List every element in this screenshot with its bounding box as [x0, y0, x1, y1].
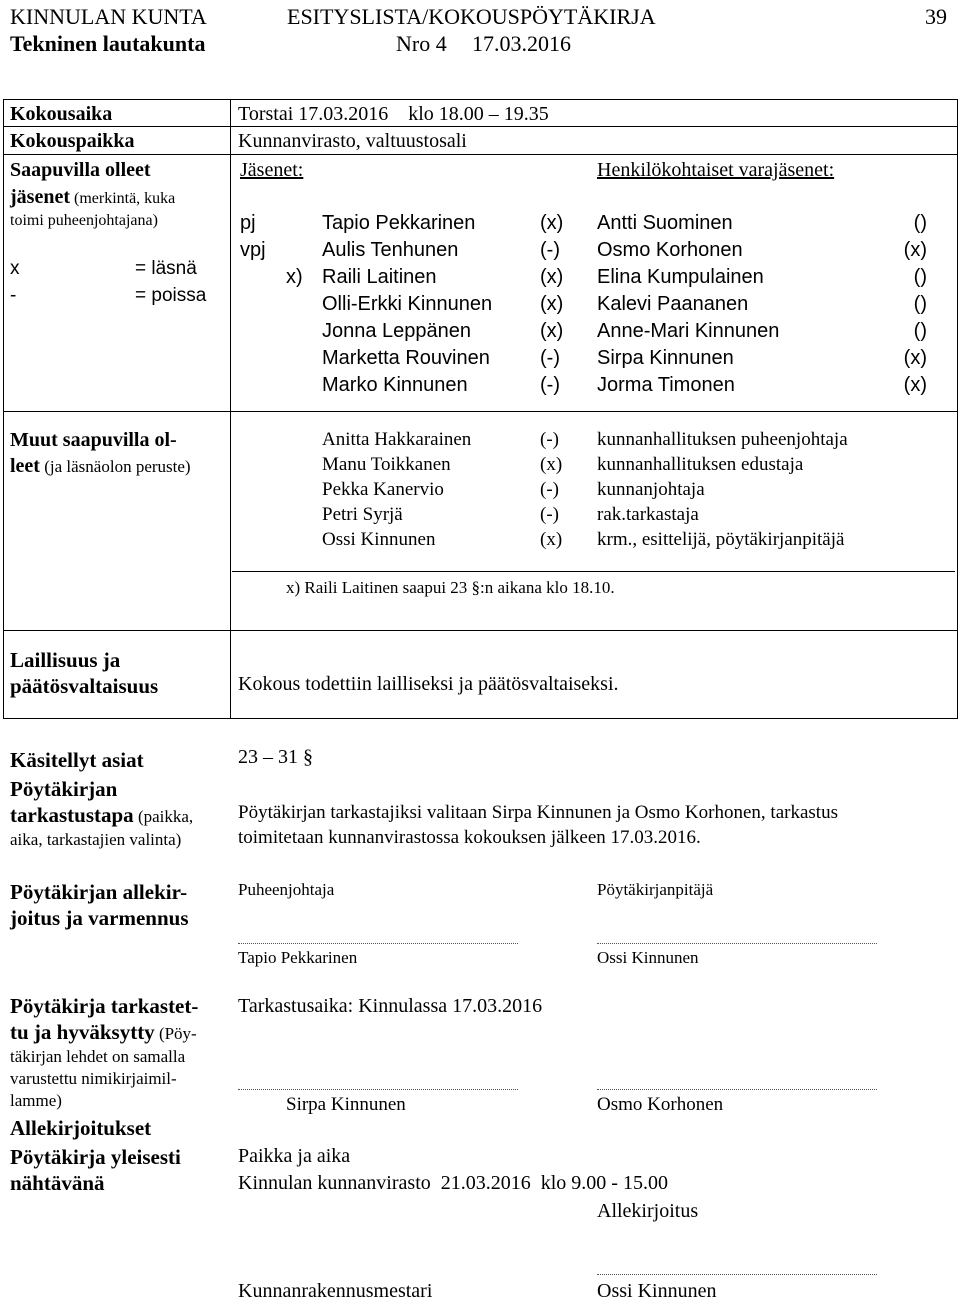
- member-status: (x): [540, 266, 564, 288]
- municipality-name: KINNULAN KUNTA: [10, 4, 207, 29]
- member-name: Tapio Pekkarinen: [322, 212, 476, 234]
- deputy-status: (): [913, 266, 927, 288]
- legality-label-line2: päätösvaltaisuus: [10, 674, 159, 698]
- reviewer1-name: Sirpa Kinnunen: [286, 1094, 406, 1115]
- member-name: Raili Laitinen: [322, 266, 437, 288]
- attendance-label-line3: toimi puheenjohtajana): [10, 212, 158, 229]
- verification-label-line4: varustettu nimikirjaimil-: [10, 1069, 177, 1088]
- chair-name: Tapio Pekkarinen: [238, 948, 358, 967]
- member-status: (x): [540, 320, 564, 342]
- chair-title: Puheenjohtaja: [238, 880, 335, 899]
- member-name: Aulis Tenhunen: [322, 239, 459, 261]
- member-role: pj: [240, 212, 256, 234]
- handled-label: Käsitellyt asiat: [10, 748, 144, 772]
- signer-signature-line: [597, 1274, 877, 1275]
- signature-label-line1: Pöytäkirjan allekir-: [10, 880, 188, 904]
- deputy-name: Jorma Timonen: [597, 374, 735, 396]
- member-status: (x): [540, 293, 564, 315]
- member-status: (x): [540, 212, 564, 234]
- deputy-status: (): [913, 212, 927, 234]
- signature-label-line2: joitus ja varmennus: [10, 906, 189, 930]
- meeting-time-value: Torstai 17.03.2016 klo 18.00 – 19.35: [238, 103, 549, 125]
- deputy-status: (x): [903, 239, 927, 261]
- reviewer2-name: Osmo Korhonen: [597, 1094, 724, 1115]
- verification-place-time: Tarkastusaika: Kinnulassa 17.03.2016: [238, 995, 543, 1017]
- member-name: Marko Kinnunen: [322, 374, 468, 396]
- signature-label: Allekirjoitus: [597, 1200, 699, 1222]
- secretary-signature-line: [597, 943, 877, 944]
- member-name: Olli-Erkki Kinnunen: [322, 293, 493, 315]
- signer-name: Ossi Kinnunen: [597, 1280, 717, 1302]
- verification-label-line2: tu ja hyväksytty (Pöy-: [10, 1020, 197, 1044]
- signer-title: Kunnanrakennusmestari: [238, 1280, 433, 1302]
- deputies-header: Henkilökohtaiset varajäsenet:: [597, 159, 835, 181]
- other-name: Petri Syrjä: [322, 504, 403, 525]
- other-name: Anitta Hakkarainen: [322, 429, 472, 450]
- deputy-status: (): [913, 293, 927, 315]
- member-status: (-): [540, 347, 560, 369]
- review-text-line1: Pöytäkirjan tarkastajiksi valitaan Sirpa Kinnunen ja Osmo Korhonen, tarkastus: [238, 802, 838, 823]
- reviewer1-signature-line: [238, 1089, 518, 1090]
- attendance-label-line2: jäsenet (merkintä, kuka: [10, 186, 176, 208]
- review-label-line2: tarkastustapa (paikka,: [10, 803, 194, 827]
- meeting-time-label: Kokousaika: [10, 103, 113, 125]
- verification-label-line5: lamme): [10, 1091, 62, 1110]
- signatures-label: Allekirjoitukset: [10, 1116, 152, 1140]
- member-role: x): [286, 266, 303, 288]
- member-status: (-): [540, 239, 560, 261]
- meeting-place-value: Kunnanvirasto, valtuustosali: [238, 130, 467, 152]
- deputy-name: Osmo Korhonen: [597, 239, 743, 261]
- legend-meaning-absent: = poissa: [135, 285, 207, 306]
- deputy-name: Sirpa Kinnunen: [597, 347, 734, 369]
- place-label: Paikka ja aika: [238, 1145, 351, 1167]
- other-name: Manu Toikkanen: [322, 454, 451, 475]
- review-label-line3: aika, tarkastajien valinta): [10, 830, 182, 849]
- other-status: (-): [540, 479, 559, 500]
- deputy-status: (x): [903, 374, 927, 396]
- other-status: (x): [540, 529, 563, 550]
- board-name: Tekninen lautakunta: [10, 31, 206, 56]
- members-header: Jäsenet:: [240, 159, 304, 181]
- member-name: Jonna Leppänen: [322, 320, 472, 342]
- others-label-line1: Muut saapuvilla ol-: [10, 429, 177, 451]
- review-label-line1: Pöytäkirjan: [10, 777, 118, 801]
- deputy-name: Kalevi Paananen: [597, 293, 749, 315]
- public-display-label-line1: Pöytäkirja yleisesti: [10, 1145, 181, 1169]
- public-display-label-line2: nähtävänä: [10, 1171, 105, 1195]
- other-name: Ossi Kinnunen: [322, 529, 436, 550]
- legality-label-line1: Laillisuus ja: [10, 648, 121, 672]
- member-status: (-): [540, 374, 560, 396]
- meeting-number: Nro 4: [396, 31, 447, 56]
- other-basis: rak.tarkastaja: [597, 504, 699, 525]
- deputy-name: Anne-Mari Kinnunen: [597, 320, 780, 342]
- other-basis: kunnanhallituksen edustaja: [597, 454, 804, 475]
- meeting-date: 17.03.2016: [472, 31, 571, 56]
- other-basis: kunnanjohtaja: [597, 479, 705, 500]
- legend-symbol-present: x: [10, 258, 20, 279]
- other-basis: krm., esittelijä, pöytäkirjanpitäjä: [597, 529, 845, 550]
- handled-value: 23 – 31 §: [238, 746, 313, 768]
- verification-label-line1: Pöytäkirja tarkastet-: [10, 994, 199, 1018]
- deputy-name: Elina Kumpulainen: [597, 266, 764, 288]
- other-name: Pekka Kanervio: [322, 479, 444, 500]
- document-type: ESITYSLISTA/KOKOUSPÖYTÄKIRJA: [287, 4, 656, 29]
- secretary-name: Ossi Kinnunen: [597, 948, 699, 967]
- review-text-line2: toimitetaan kunnanvirastossa kokouksen jälkeen 17.03.2016.: [238, 827, 701, 848]
- deputy-status: (x): [903, 347, 927, 369]
- other-basis: kunnanhallituksen puheenjohtaja: [597, 429, 848, 450]
- legend-meaning-present: = läsnä: [135, 258, 197, 279]
- secretary-title: Pöytäkirjanpitäjä: [597, 880, 714, 899]
- deputy-name: Antti Suominen: [597, 212, 733, 234]
- meeting-place-label: Kokouspaikka: [10, 130, 135, 152]
- place-value: Kinnulan kunnanvirasto 21.03.2016 klo 9.00 - 15.00: [238, 1172, 668, 1194]
- other-status: (-): [540, 504, 559, 525]
- member-role: vpj: [240, 239, 266, 261]
- reviewer2-signature-line: [597, 1089, 877, 1090]
- verification-label-line3: täkirjan lehdet on samalla: [10, 1047, 186, 1066]
- other-status: (x): [540, 454, 563, 475]
- page-number: 39: [925, 4, 947, 29]
- deputy-status: (): [913, 320, 927, 342]
- others-label-line2: leet (ja läsnäolon peruste): [10, 455, 191, 477]
- member-name: Marketta Rouvinen: [322, 347, 490, 369]
- chair-signature-line: [238, 943, 518, 944]
- legend-symbol-absent: -: [10, 285, 17, 306]
- attendance-label-title: Saapuvilla olleet: [10, 159, 151, 181]
- late-arrival-note: x) Raili Laitinen saapui 23 §:n aikana klo 18.10.: [286, 578, 615, 597]
- other-status: (-): [540, 429, 559, 450]
- legality-text: Kokous todettiin lailliseksi ja päätösvaltaiseksi.: [238, 673, 619, 695]
